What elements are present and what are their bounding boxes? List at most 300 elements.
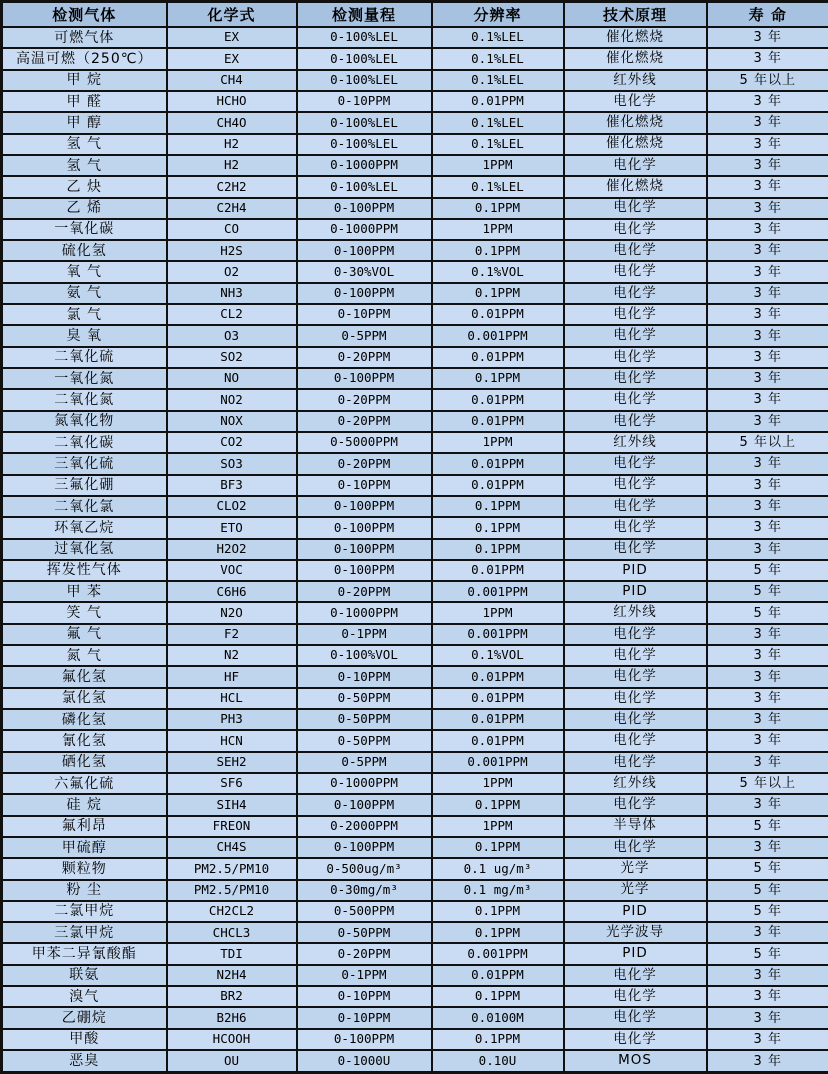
table-cell: 0-100PPM (297, 794, 432, 815)
table-cell: 0.001PPM (432, 325, 564, 346)
table-row (2, 773, 828, 794)
table-cell: C6H6 (167, 581, 297, 602)
table-cell: 1PPM (432, 155, 564, 176)
table-cell: 0-10PPM (297, 91, 432, 112)
table-cell: 半导体 (564, 816, 707, 837)
table-row (2, 432, 828, 453)
table-cell: 5 年 (707, 602, 828, 623)
table-cell: SO3 (167, 453, 297, 474)
table-cell: 氯化氢 (2, 688, 167, 709)
table-cell: 红外线 (564, 602, 707, 623)
table-cell: 粉 尘 (2, 880, 167, 901)
column-header-3: 分辨率 (432, 2, 564, 28)
table-cell: FREON (167, 816, 297, 837)
table-cell: 0-50PPM (297, 730, 432, 751)
table-cell: VOC (167, 560, 297, 581)
table-cell: 甲硫醇 (2, 837, 167, 858)
table-cell: 0.1PPM (432, 1029, 564, 1050)
table-cell: 电化学 (564, 475, 707, 496)
table-cell: 氯 气 (2, 304, 167, 325)
table-cell: 电化学 (564, 411, 707, 432)
table-cell: HF (167, 666, 297, 687)
table-cell: 1PPM (432, 432, 564, 453)
table-cell: 甲 醛 (2, 91, 167, 112)
table-cell: 0-100%LEL (297, 27, 432, 48)
table-cell: 硅 烷 (2, 794, 167, 815)
table-cell: 光学 (564, 858, 707, 879)
table-row (2, 91, 828, 112)
table-cell: 红外线 (564, 432, 707, 453)
table-row (2, 666, 828, 687)
table-cell: 0-20PPM (297, 347, 432, 368)
table-cell: 3 年 (707, 517, 828, 538)
table-cell: SEH2 (167, 752, 297, 773)
table-row (2, 858, 828, 879)
table-cell: 3 年 (707, 709, 828, 730)
table-cell: 氟化氢 (2, 666, 167, 687)
table-cell: 3 年 (707, 91, 828, 112)
table-cell: 0.1PPM (432, 240, 564, 261)
table-cell: 电化学 (564, 283, 707, 304)
table-cell: 0-100PPM (297, 283, 432, 304)
table-cell: 3 年 (707, 261, 828, 282)
table-cell: 电化学 (564, 539, 707, 560)
table-cell: 0.001PPM (432, 752, 564, 773)
table-cell: 5 年 (707, 560, 828, 581)
column-header-2: 检测量程 (297, 2, 432, 28)
table-cell: SIH4 (167, 794, 297, 815)
table-cell: 0.1PPM (432, 496, 564, 517)
table-cell: 甲苯二异氰酸酯 (2, 943, 167, 964)
table-cell: 0-10PPM (297, 986, 432, 1007)
table-cell: 3 年 (707, 922, 828, 943)
table-row (2, 602, 828, 623)
table-cell: 三氯甲烷 (2, 922, 167, 943)
table-cell: 0.001PPM (432, 624, 564, 645)
table-cell: 电化学 (564, 986, 707, 1007)
table-cell: 0-500PPM (297, 901, 432, 922)
table-cell: 氢 气 (2, 134, 167, 155)
table-cell: NO2 (167, 389, 297, 410)
table-cell: 0.01PPM (432, 560, 564, 581)
table-cell: 挥发性气体 (2, 560, 167, 581)
table-cell: 电化学 (564, 91, 707, 112)
table-cell: 0.1%LEL (432, 27, 564, 48)
table-cell: 电化学 (564, 837, 707, 858)
table-cell: H2 (167, 155, 297, 176)
table-cell: 0-50PPM (297, 709, 432, 730)
table-row (2, 27, 828, 48)
table-cell: 电化学 (564, 389, 707, 410)
table-cell: CO (167, 219, 297, 240)
table-cell: 0.1PPM (432, 539, 564, 560)
table-cell: 氟 气 (2, 624, 167, 645)
table-cell: CH2CL2 (167, 901, 297, 922)
table-cell: 3 年 (707, 624, 828, 645)
table-cell: 3 年 (707, 475, 828, 496)
table-row (2, 1007, 828, 1028)
table-cell: 氢 气 (2, 155, 167, 176)
table-cell: 5 年 (707, 901, 828, 922)
table-cell: 催化燃烧 (564, 134, 707, 155)
table-cell: 电化学 (564, 688, 707, 709)
table-cell: 3 年 (707, 155, 828, 176)
table-cell: 0-5PPM (297, 752, 432, 773)
table-cell: 3 年 (707, 176, 828, 197)
table-cell: 0-100PPM (297, 240, 432, 261)
table-cell: MOS (564, 1050, 707, 1073)
table-cell: 三氟化硼 (2, 475, 167, 496)
column-header-0: 检测气体 (2, 2, 167, 28)
table-cell: 0-1000PPM (297, 219, 432, 240)
table-row (2, 816, 828, 837)
table-cell: 3 年 (707, 48, 828, 69)
table-cell: 3 年 (707, 219, 828, 240)
table-cell: N2 (167, 645, 297, 666)
table-cell: 3 年 (707, 730, 828, 751)
table-row (2, 368, 828, 389)
table-cell: 0.1PPM (432, 922, 564, 943)
table-cell: 氧 气 (2, 261, 167, 282)
table-cell: 电化学 (564, 219, 707, 240)
table-cell: 臭 氧 (2, 325, 167, 346)
table-cell: 0.01PPM (432, 688, 564, 709)
table-cell: 电化学 (564, 666, 707, 687)
table-cell: 0.1 mg/m³ (432, 880, 564, 901)
table-row (2, 752, 828, 773)
table-cell: 0.001PPM (432, 581, 564, 602)
table-cell: 0-20PPM (297, 453, 432, 474)
table-cell: B2H6 (167, 1007, 297, 1028)
table-cell: 3 年 (707, 1029, 828, 1050)
table-cell: 催化燃烧 (564, 176, 707, 197)
table-cell: 六氟化硫 (2, 773, 167, 794)
table-row (2, 880, 828, 901)
table-cell: 3 年 (707, 368, 828, 389)
table-cell: 3 年 (707, 304, 828, 325)
table-cell: 0-20PPM (297, 411, 432, 432)
table-cell: 光学 (564, 880, 707, 901)
table-cell: 0.01PPM (432, 475, 564, 496)
table-row (2, 688, 828, 709)
table-cell: 高温可燃（250℃） (2, 48, 167, 69)
table-cell: 硫化氢 (2, 240, 167, 261)
table-cell: 0-20PPM (297, 943, 432, 964)
table-cell: 0-10PPM (297, 475, 432, 496)
table-cell: 3 年 (707, 1007, 828, 1028)
table-cell: 电化学 (564, 325, 707, 346)
table-cell: 电化学 (564, 709, 707, 730)
table-row (2, 560, 828, 581)
table-cell: 1PPM (432, 816, 564, 837)
table-cell: 0.1PPM (432, 368, 564, 389)
table-cell: 0-100%LEL (297, 176, 432, 197)
table-cell: 3 年 (707, 325, 828, 346)
table-row (2, 325, 828, 346)
table-cell: 0-1000PPM (297, 602, 432, 623)
table-cell: 3 年 (707, 666, 828, 687)
table-cell: ETO (167, 517, 297, 538)
table-cell: HCN (167, 730, 297, 751)
table-cell: 0-2000PPM (297, 816, 432, 837)
table-cell: 0.01PPM (432, 304, 564, 325)
table-cell: 电化学 (564, 794, 707, 815)
table-cell: 催化燃烧 (564, 48, 707, 69)
table-cell: 3 年 (707, 645, 828, 666)
table-cell: 0.01PPM (432, 453, 564, 474)
table-cell: 5 年 (707, 943, 828, 964)
table-cell: 催化燃烧 (564, 112, 707, 133)
table-cell: 3 年 (707, 240, 828, 261)
table-cell: 5 年 (707, 858, 828, 879)
table-cell: CH4O (167, 112, 297, 133)
table-cell: 0.1PPM (432, 517, 564, 538)
table-cell: SO2 (167, 347, 297, 368)
table-cell: 5 年以上 (707, 773, 828, 794)
table-cell: 红外线 (564, 70, 707, 91)
table-row (2, 283, 828, 304)
table-cell: 0.1PPM (432, 283, 564, 304)
table-cell: 恶臭 (2, 1050, 167, 1073)
table-row (2, 70, 828, 91)
table-cell: 电化学 (564, 453, 707, 474)
table-cell: C2H2 (167, 176, 297, 197)
table-row (2, 965, 828, 986)
table-cell: 5 年以上 (707, 432, 828, 453)
table-cell: 5 年 (707, 581, 828, 602)
table-cell: 3 年 (707, 198, 828, 219)
table-cell: 电化学 (564, 965, 707, 986)
table-cell: BF3 (167, 475, 297, 496)
table-cell: PID (564, 901, 707, 922)
table-cell: 0.0100M (432, 1007, 564, 1028)
table-row (2, 901, 828, 922)
table-cell: EX (167, 27, 297, 48)
table-cell: 乙 炔 (2, 176, 167, 197)
table-row (2, 48, 828, 69)
table-cell: HCL (167, 688, 297, 709)
table-cell: 电化学 (564, 155, 707, 176)
table-cell: CO2 (167, 432, 297, 453)
table-cell: H2O2 (167, 539, 297, 560)
table-cell: 乙 烯 (2, 198, 167, 219)
table-cell: 3 年 (707, 1050, 828, 1073)
table-cell: 0.01PPM (432, 411, 564, 432)
table-cell: 1PPM (432, 602, 564, 623)
table-cell: 0.01PPM (432, 347, 564, 368)
table-cell: 0-10PPM (297, 666, 432, 687)
table-cell: 0-100PPM (297, 560, 432, 581)
table-row (2, 198, 828, 219)
table-cell: 3 年 (707, 688, 828, 709)
table-cell: 二氧化氯 (2, 496, 167, 517)
table-cell: 3 年 (707, 794, 828, 815)
table-cell: 电化学 (564, 624, 707, 645)
table-cell: PID (564, 581, 707, 602)
table-row (2, 176, 828, 197)
table-cell: 三氧化硫 (2, 453, 167, 474)
table-cell: 1PPM (432, 773, 564, 794)
table-cell: 0-100PPM (297, 539, 432, 560)
table-cell: 甲 醇 (2, 112, 167, 133)
table-cell: HCHO (167, 91, 297, 112)
table-cell: 二氧化硫 (2, 347, 167, 368)
table-cell: 0-100%LEL (297, 112, 432, 133)
table-row (2, 645, 828, 666)
table-cell: 颗粒物 (2, 858, 167, 879)
table-row (2, 261, 828, 282)
table-cell: 过氧化氢 (2, 539, 167, 560)
table-cell: 0.1PPM (432, 901, 564, 922)
table-cell: 0-50PPM (297, 688, 432, 709)
table-cell: 电化学 (564, 645, 707, 666)
table-row (2, 922, 828, 943)
table-cell: 电化学 (564, 347, 707, 368)
table-cell: 0-50PPM (297, 922, 432, 943)
table-cell: 0-5000PPM (297, 432, 432, 453)
table-cell: 环氧乙烷 (2, 517, 167, 538)
table-row (2, 986, 828, 1007)
table-cell: 电化学 (564, 730, 707, 751)
table-cell: 3 年 (707, 283, 828, 304)
table-cell: 0-100PPM (297, 517, 432, 538)
table-cell: 光学波导 (564, 922, 707, 943)
table-header (2, 2, 828, 28)
table-cell: 氮氧化物 (2, 411, 167, 432)
table-cell: 0-1000U (297, 1050, 432, 1073)
table-cell: 0.1PPM (432, 986, 564, 1007)
table-row (2, 581, 828, 602)
table-cell: 磷化氢 (2, 709, 167, 730)
table-cell: 0.1%LEL (432, 134, 564, 155)
table-cell: 溴气 (2, 986, 167, 1007)
table-cell: 电化学 (564, 752, 707, 773)
table-cell: 0.1%LEL (432, 176, 564, 197)
table-cell: 甲 苯 (2, 581, 167, 602)
table-cell: 3 年 (707, 411, 828, 432)
table-row (2, 1050, 828, 1073)
table-cell: 0-30mg/m³ (297, 880, 432, 901)
table-cell: H2 (167, 134, 297, 155)
table-cell: 0-100PPM (297, 368, 432, 389)
table-cell: F2 (167, 624, 297, 645)
table-cell: 氮 气 (2, 645, 167, 666)
column-header-1: 化学式 (167, 2, 297, 28)
table-cell: 红外线 (564, 773, 707, 794)
column-header-5: 寿 命 (707, 2, 828, 28)
table-cell: EX (167, 48, 297, 69)
table-cell: NH3 (167, 283, 297, 304)
table-cell: NOX (167, 411, 297, 432)
table-cell: CH4S (167, 837, 297, 858)
table-cell: PID (564, 560, 707, 581)
table-cell: 电化学 (564, 304, 707, 325)
table-cell: 联氨 (2, 965, 167, 986)
table-cell: HCOOH (167, 1029, 297, 1050)
table-cell: 0.1%VOL (432, 645, 564, 666)
table-cell: PM2.5/PM10 (167, 880, 297, 901)
table-row (2, 240, 828, 261)
table-cell: 笑 气 (2, 602, 167, 623)
table-cell: 0.1%VOL (432, 261, 564, 282)
table-cell: 0-1PPM (297, 624, 432, 645)
table-cell: 0-20PPM (297, 581, 432, 602)
table-cell: 电化学 (564, 198, 707, 219)
table-cell: 3 年 (707, 134, 828, 155)
table-cell: 3 年 (707, 965, 828, 986)
table-cell: 3 年 (707, 496, 828, 517)
table-cell: 3 年 (707, 539, 828, 560)
table-cell: 氨 气 (2, 283, 167, 304)
table-cell: 3 年 (707, 986, 828, 1007)
table-cell: 5 年 (707, 880, 828, 901)
table-cell: CLO2 (167, 496, 297, 517)
table-cell: 0.1%LEL (432, 48, 564, 69)
table-cell: 0-5PPM (297, 325, 432, 346)
table-cell: 电化学 (564, 1029, 707, 1050)
table-cell: 0-100PPM (297, 1029, 432, 1050)
table-cell: 0-1000PPM (297, 155, 432, 176)
table-cell: 3 年 (707, 837, 828, 858)
table-cell: 3 年 (707, 752, 828, 773)
table-cell: 一氧化氮 (2, 368, 167, 389)
table-cell: 电化学 (564, 368, 707, 389)
table-cell: 0.01PPM (432, 91, 564, 112)
table-cell: CHCL3 (167, 922, 297, 943)
table-cell: 0-10PPM (297, 1007, 432, 1028)
table-cell: 0.001PPM (432, 943, 564, 964)
table-cell: OU (167, 1050, 297, 1073)
table-cell: 0.01PPM (432, 389, 564, 410)
table-cell: SF6 (167, 773, 297, 794)
table-cell: 0.1 ug/m³ (432, 858, 564, 879)
table-cell: 0-30%VOL (297, 261, 432, 282)
table-cell: H2S (167, 240, 297, 261)
table-cell: 5 年 (707, 816, 828, 837)
table-row (2, 837, 828, 858)
table-cell: 电化学 (564, 1007, 707, 1028)
table-cell: N2O (167, 602, 297, 623)
table-row (2, 112, 828, 133)
table-cell: 氟利昂 (2, 816, 167, 837)
table-cell: 二氧化碳 (2, 432, 167, 453)
table-cell: 0.1PPM (432, 794, 564, 815)
table-cell: 1PPM (432, 219, 564, 240)
table-row (2, 730, 828, 751)
table-cell: CH4 (167, 70, 297, 91)
table-cell: 0-100%LEL (297, 48, 432, 69)
table-cell: NO (167, 368, 297, 389)
table-cell: 电化学 (564, 517, 707, 538)
table-cell: 0-100PPM (297, 837, 432, 858)
table-cell: 3 年 (707, 112, 828, 133)
table-cell: 硒化氢 (2, 752, 167, 773)
table-cell: 0-100PPM (297, 198, 432, 219)
table-cell: 3 年 (707, 389, 828, 410)
table-body (2, 27, 828, 1073)
table-row (2, 1029, 828, 1050)
table-cell: 电化学 (564, 261, 707, 282)
table-row (2, 453, 828, 474)
table-row (2, 155, 828, 176)
table-cell: PH3 (167, 709, 297, 730)
column-header-4: 技术原理 (564, 2, 707, 28)
table-row (2, 794, 828, 815)
table-cell: O3 (167, 325, 297, 346)
table-cell: 3 年 (707, 347, 828, 368)
table-row (2, 517, 828, 538)
table-cell: 二氧化氮 (2, 389, 167, 410)
